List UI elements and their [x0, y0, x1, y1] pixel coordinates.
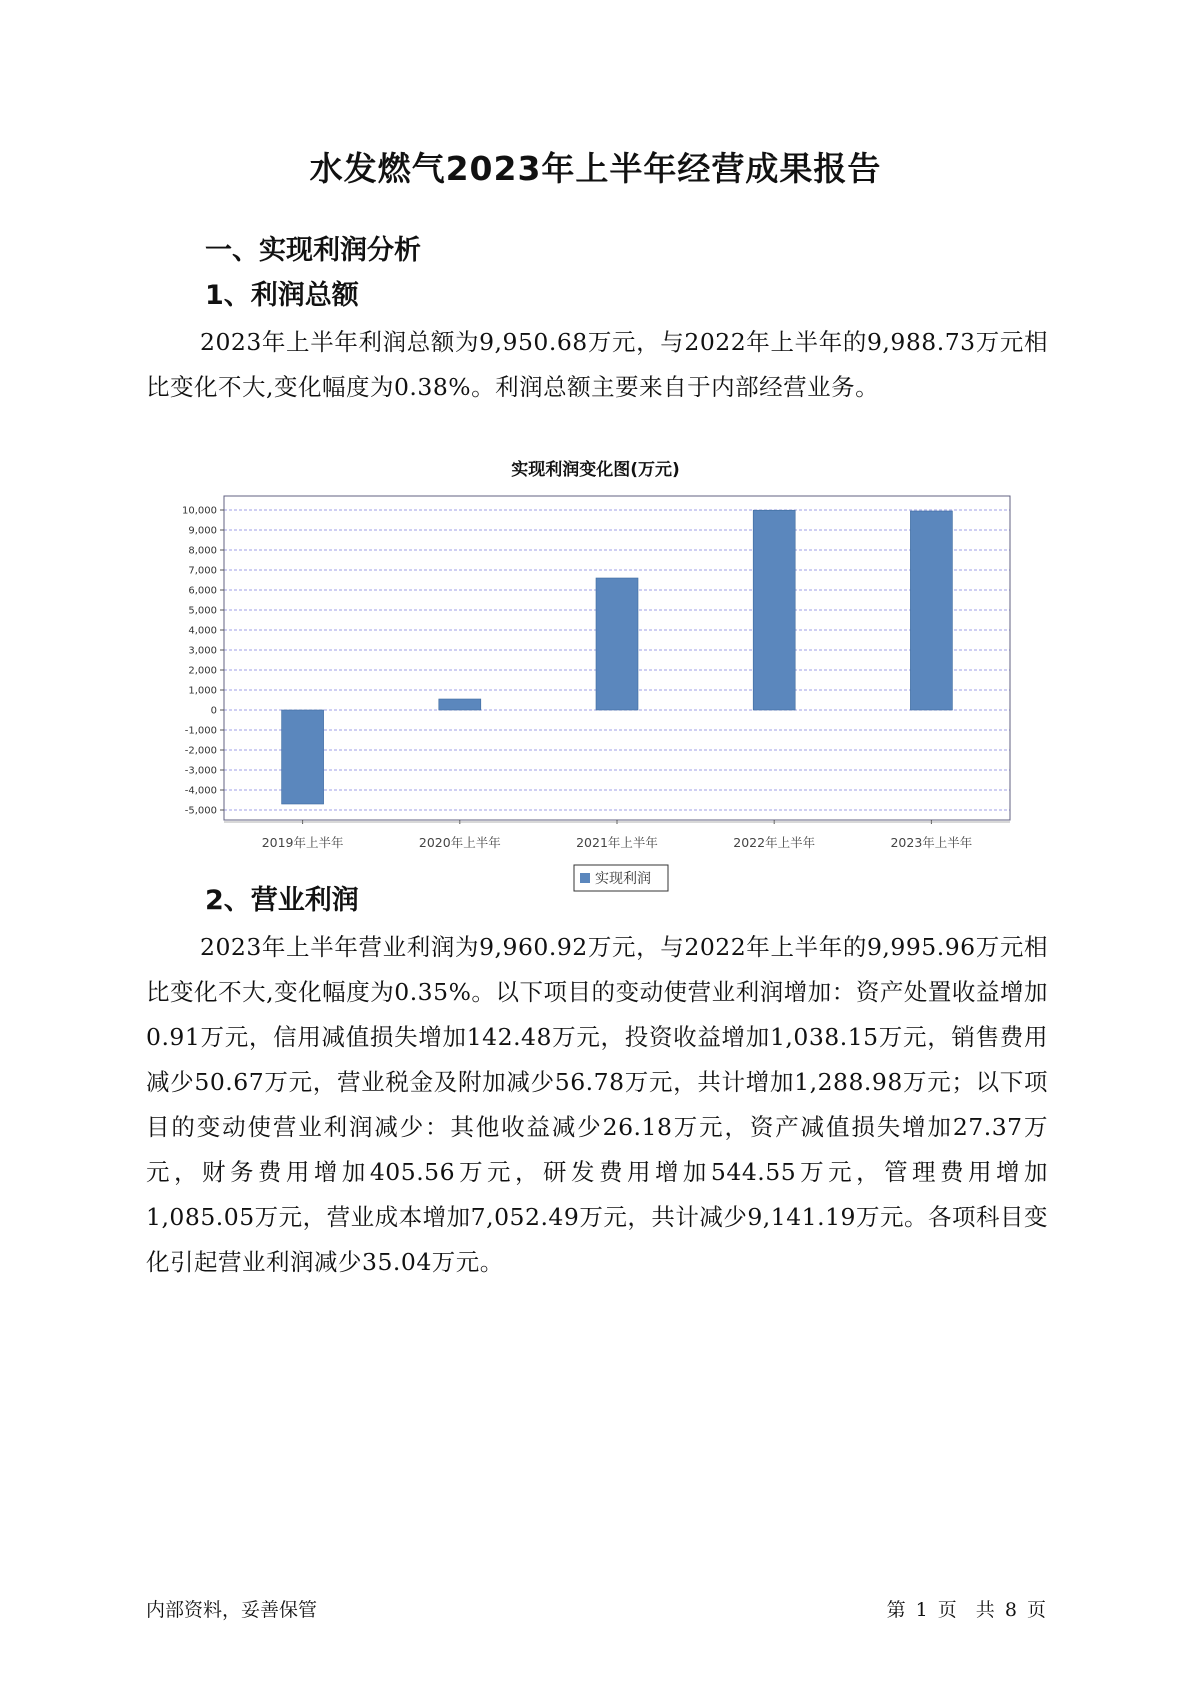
x-tick-label: 2019年上半年 — [261, 835, 344, 850]
x-tick-label: 2023年上半年 — [890, 835, 973, 850]
chart-legend — [574, 865, 668, 891]
page-suffix: 页 — [1026, 1599, 1046, 1621]
y-tick-label: -3,000 — [184, 765, 217, 777]
page-mid: 页 共 — [937, 1599, 995, 1621]
x-axis-ticks — [224, 820, 1010, 850]
page-current: 1 — [915, 1599, 928, 1621]
x-tick-label: 2022年上半年 — [733, 835, 816, 850]
footer-page-number — [885, 1595, 1048, 1622]
y-tick-label: 5,000 — [188, 605, 217, 617]
chart-title: 实现利润变化图(万元) — [511, 460, 680, 480]
x-tick-label: 2021年上半年 — [576, 835, 658, 850]
legend-swatch — [580, 873, 590, 883]
y-tick-label: 4,000 — [188, 625, 217, 637]
y-tick-label: 10,000 — [182, 505, 217, 517]
paragraph-total-profit: 2023年上半年利润总额为9,950.68万元，与2022年上半年的9,988.73万元相比变化不大,变化幅度为0.38%。利润总额主要来自于内部经营业务。 — [146, 328, 1048, 401]
y-axis-ticks — [182, 506, 224, 817]
y-tick-label: 0 — [210, 705, 217, 717]
page-total: 8 — [1004, 1599, 1017, 1621]
y-tick-label: -5,000 — [184, 805, 217, 817]
y-tick-label: -4,000 — [184, 785, 217, 797]
footer-confidential-note: 内部资料，妥善保管 — [146, 1599, 318, 1621]
y-tick-label: 3,000 — [188, 645, 217, 657]
bar-3 — [596, 578, 638, 710]
y-tick-label: 1,000 — [188, 685, 217, 697]
page-prefix: 第 — [886, 1599, 906, 1621]
subheading-total-profit: 1、利润总额 — [205, 280, 359, 311]
chart-bars — [282, 510, 953, 804]
y-tick-label: 8,000 — [188, 545, 217, 557]
y-tick-label: -2,000 — [184, 745, 217, 757]
paragraph-operating-profit: 2023年上半年营业利润为9,960.92万元，与2022年上半年的9,995.96万元相比变化不大,变化幅度为0.35%。以下项目的变动使营业利润增加：资产处置收益增加0.91万元，信用减值损失增加142.48万元，投资收益增加1,038.15万元，销售费用减少50.67万元，营业税金及附加减少56.78万元，共计增加1,288.98万元；以下项目的变动使营业利润减少：其他收益减少26.18万元，资产减值损失增加27.37万元，财务费用增加405.56万元，研发费用增加544.55万元，管理费用增加1,085.05万元，营业成本增加7,052.49万元，共计减少9,141.19万元。各项科目变化引起营业利润减少35.04万元。 — [146, 933, 1048, 1276]
legend-label: 实现利润 — [595, 871, 651, 887]
y-tick-label: -1,000 — [184, 725, 217, 737]
y-tick-label: 2,000 — [188, 665, 217, 677]
y-tick-label: 6,000 — [188, 585, 217, 597]
section-heading-profit-analysis: 一、实现利润分析 — [205, 235, 421, 266]
bar-1 — [282, 710, 324, 804]
bar-5 — [910, 511, 952, 710]
bar-4 — [753, 510, 795, 710]
x-tick-label: 2020年上半年 — [418, 835, 501, 850]
profit-bar-chart — [150, 490, 1030, 930]
y-tick-label: 7,000 — [188, 565, 217, 577]
bar-2 — [439, 699, 481, 710]
page-title: 水发燃气2023年上半年经营成果报告 — [309, 149, 882, 188]
subheading-operating-profit: 2、营业利润 — [205, 885, 359, 916]
y-tick-label: 9,000 — [188, 525, 217, 537]
